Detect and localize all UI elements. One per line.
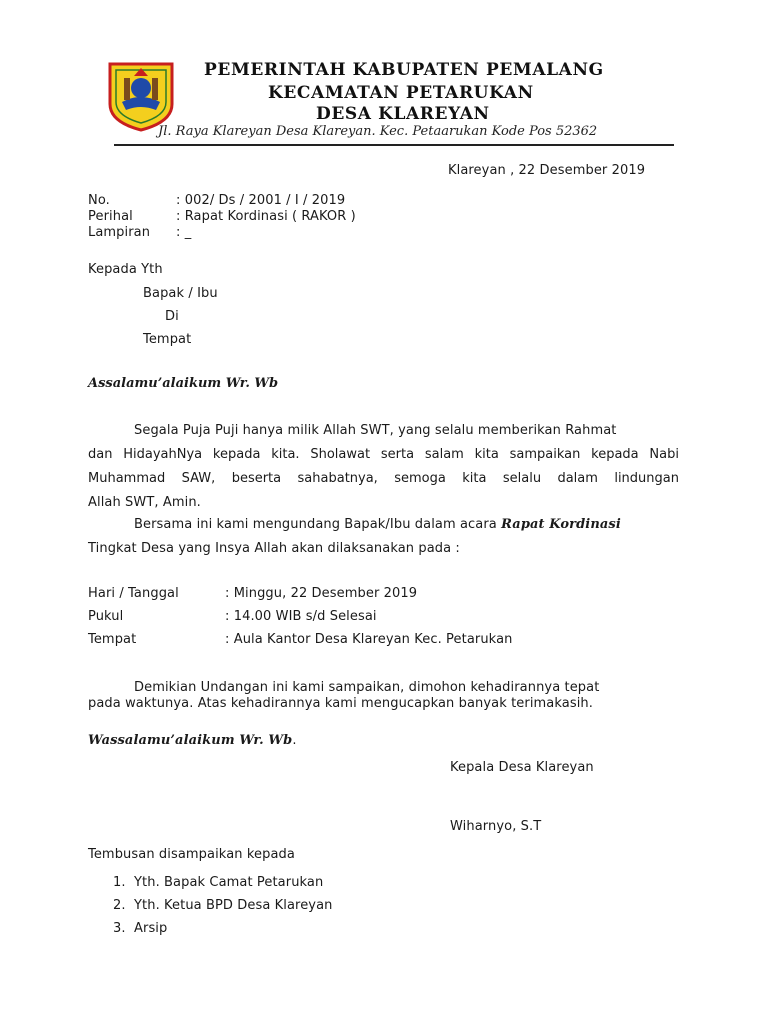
letterhead-district: KECAMATAN PETARUKAN: [268, 83, 534, 103]
closing-salutation-period: .: [292, 733, 297, 748]
body-paragraph-1-line-4: Allah SWT, Amin.: [88, 495, 201, 510]
cc-item-text: Yth. Bapak Camat Petarukan: [134, 875, 324, 890]
letterhead-divider: [114, 144, 674, 146]
detail-label-date: Hari / Tanggal: [88, 586, 179, 601]
detail-label-place: Tempat: [88, 632, 137, 647]
addressee-to: Kepada Yth: [88, 262, 163, 277]
meta-value-attachment: : _: [176, 225, 192, 240]
meta-label-number: No.: [88, 193, 110, 208]
body-paragraph-1-line-3: Muhammad SAW, beserta sahabatnya, semoga kita selalu dalam lindungan: [88, 471, 679, 486]
body-paragraph-1-line-1: Segala Puja Puji hanya milik Allah SWT, yang selalu memberikan Rahmat: [134, 423, 617, 438]
opening-salutation: Assalamu’alaikum Wr. Wb: [88, 376, 279, 391]
detail-value-place: : Aula Kantor Desa Klareyan Kec. Petarukan: [225, 632, 513, 647]
letterhead-village: DESA KLAREYAN: [316, 104, 490, 124]
signature-title: Kepala Desa Klareyan: [450, 760, 594, 775]
cc-heading: Tembusan disampaikan kepada: [88, 847, 295, 862]
detail-value-date: : Minggu, 22 Desember 2019: [225, 586, 418, 601]
meta-label-attachment: Lampiran: [88, 225, 151, 240]
letter-date: Klareyan , 22 Desember 2019: [448, 163, 646, 178]
meta-value-number: : 002/ Ds / 2001 / I / 2019: [176, 193, 346, 208]
cc-item-text: Yth. Ketua BPD Desa Klareyan: [134, 898, 333, 913]
body-paragraph-1-line-2: dan HidayahNya kepada kita. Sholawat serta salam kita sampaikan kepada Nabi: [88, 447, 679, 462]
letterhead-regency: PEMERINTAH KABUPATEN PEMALANG: [204, 60, 604, 80]
detail-value-time: : 14.00 WIB s/d Selesai: [225, 609, 377, 624]
closing-line-1: Demikian Undangan ini kami sampaikan, dimohon kehadirannya tepat: [134, 680, 600, 695]
meta-value-subject: : Rapat Kordinasi ( RAKOR ): [176, 209, 356, 224]
addressee-di: Di: [165, 309, 179, 324]
regency-emblem-logo: [104, 58, 178, 132]
letterhead-address: Jl. Raya Klareyan Desa Klareyan. Kec. Petaarukan Kode Pos 52362: [158, 124, 598, 139]
body-paragraph-2-line-2: Tingkat Desa yang Insya Allah akan dilaksanakan pada :: [88, 541, 460, 556]
addressee-name: Bapak / Ibu: [143, 286, 218, 301]
detail-label-time: Pukul: [88, 609, 124, 624]
body-paragraph-2-line-1: [134, 517, 621, 532]
invitation-text: Bersama ini kami mengundang Bapak/Ibu dalam acara: [134, 517, 502, 532]
closing-salutation-text: Wassalamu’alaikum Wr. Wb: [88, 733, 293, 748]
closing-salutation: [88, 733, 297, 748]
cc-item-number: 2.: [113, 898, 126, 913]
closing-line-2: pada waktunya. Atas kehadirannya kami mengucapkan banyak terimakasih.: [88, 696, 593, 711]
meta-label-subject: Perihal: [88, 209, 133, 224]
addressee-place: Tempat: [143, 332, 192, 347]
cc-item-text: Arsip: [134, 921, 168, 936]
cc-item-number: 1.: [113, 875, 126, 890]
signature-name: Wiharnyo, S.T: [450, 819, 542, 834]
event-name: Rapat Kordinasi: [501, 517, 621, 532]
cc-item-number: 3.: [113, 921, 126, 936]
